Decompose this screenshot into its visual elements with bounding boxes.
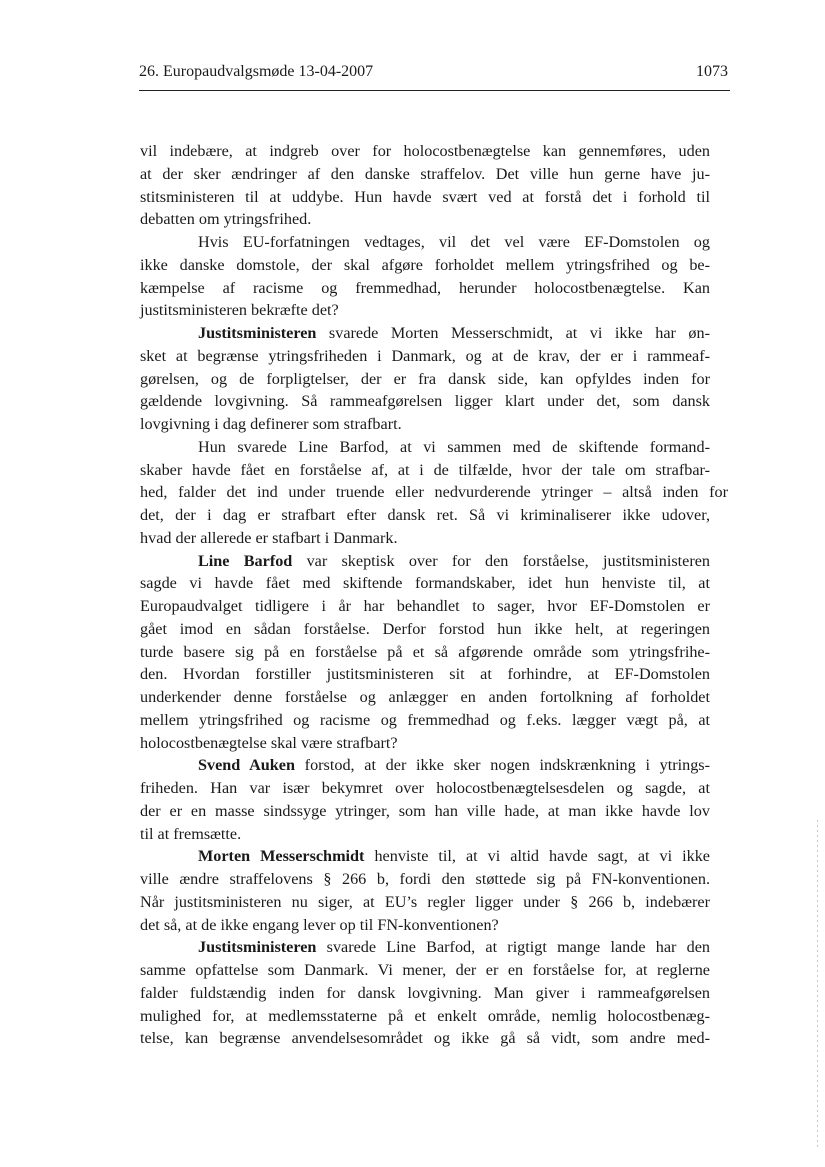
text-line: sagde vi havde fået med skiftende formandskaber, idet hun henviste til, at (140, 574, 710, 593)
text-line: telse, kan begrænse anvendelsesområdet og ikke gå så vidt, som andre med- (140, 1029, 710, 1048)
text-line: friheden. Han var især bekymret over holocostbenægtelsesdelen og sagde, at (140, 779, 710, 797)
text-line: samme opfattelse som Danmark. Vi mener, der er en forståelse for, at reglerne (140, 961, 710, 979)
text-line: mellem ytringsfrihed og racisme og fremmedhad og f.eks. lægger vægt på, at (140, 710, 710, 729)
text-line: gældende lovgivning. Så rammeafgørelsen ligger klart under det, som dansk (140, 392, 710, 411)
text-line (140, 845, 710, 868)
speech-text: svarede Line Barfod, at rigtigt mange lande har den (316, 938, 710, 957)
text-line: Hun svarede Line Barfod, at vi sammen med de skiftende formand- (198, 437, 710, 456)
header-title: 26. Europaudvalgsmøde 13-04-2007 (139, 63, 374, 80)
text-line: hvad der allerede er stafbart i Danmark. (140, 528, 398, 547)
text-line: underkender denne forståelse og anlægger en anden fortolkning af forholdet (140, 688, 710, 706)
text-line: holocostbenægtelse skal være strafbart? (140, 733, 398, 752)
text-line: kæmpelse af racisme og fremmedhad, herunder holocostbenægtelse. Kan (140, 278, 710, 297)
text-line: justitsministeren bekræfte det? (140, 301, 339, 320)
text-line (140, 550, 710, 573)
speaker-name: Svend Auken (198, 756, 295, 775)
scan-edge-mark (817, 820, 818, 1150)
speech-text: var skeptisk over for den forståelse, justitsministeren (292, 551, 710, 570)
text-line: Når justitsministeren nu siger, at EU’s regler ligger under § 266 b, indebærer (140, 892, 710, 911)
speaker-name: Morten Messerschmidt (198, 847, 365, 866)
text-line: debatten om ytringsfrihed. (140, 210, 312, 229)
text-line: skaber havde fået en forståelse af, at i de tilfælde, hvor der tale om strafbar- (140, 460, 710, 479)
text-line: ville ændre straffelovens § 266 b, fordi den støttede sig på FN-konventionen. (140, 870, 710, 888)
page-number: 1073 (696, 63, 728, 80)
text-line: at der sker ændringer af den danske straffelov. Det ville hun gerne have ju- (140, 164, 710, 183)
text-line: turde basere sig på en forståelse på et så afgørende område som ytringsfrihe- (140, 642, 710, 661)
text-line: lovgivning i dag definerer som strafbart. (140, 415, 402, 433)
text-line: mulighed for, at medlemsstaterne på et enkelt område, nemlig holocostbenæg- (140, 1006, 710, 1025)
text-line: ikke danske domstole, der skal afgøre forholdet mellem ytringsfrihed og be- (140, 255, 710, 274)
speech-text: forstod, at der ikke sker nogen indskrænkning i ytrings- (294, 756, 710, 775)
page-header (139, 60, 728, 84)
text-line: sket at begrænse ytringsfriheden i Danmark, og at de krav, der er i rammeaf- (140, 346, 710, 365)
body-text (140, 140, 728, 1050)
speaker-name: Justitsministeren (198, 324, 317, 342)
speech-text: henviste til, at vi altid havde sagt, at vi ikke (364, 847, 710, 866)
text-line: den. Hvordan forstiller justitsministeren sit at forhindre, at EF-Domstolen (140, 665, 710, 684)
header-rule (139, 90, 730, 91)
text-line: gørelsen, og de forpligtelser, der er fra dansk side, kan opfyldes inden for (140, 369, 710, 388)
text-line: hed, falder det ind under truende eller nedvurderende ytringer – altså inden for (140, 483, 728, 502)
text-line (140, 754, 710, 777)
text-line (140, 322, 710, 345)
speech-text: svarede Morten Messerschmidt, at vi ikke har øn- (316, 324, 710, 342)
text-line (140, 936, 710, 959)
text-line: det så, at de ikke engang lever op til FN-konventionen? (140, 915, 499, 934)
speaker-name: Line Barfod (198, 551, 293, 570)
text-line: vil indebære, at indgreb over for holocostbenægtelse kan gennemføres, uden (140, 142, 710, 160)
speaker-name: Justitsministeren (198, 938, 317, 957)
text-line: stitsministeren til at uddybe. Hun havde svært ved at forstå det i forhold til (140, 187, 710, 206)
text-line: Hvis EU-forfatningen vedtages, vil det vel være EF-Domstolen og (198, 233, 710, 251)
text-line: det, der i dag er strafbart efter dansk ret. Så vi kriminaliserer ikke udover, (140, 506, 710, 524)
text-line: til at fremsætte. (140, 824, 242, 843)
text-line: falder fuldstændig inden for dansk lovgivning. Man giver i rammeafgørelsen (140, 983, 710, 1002)
text-line: Europaudvalget tidligere i år har behandlet to sager, hvor EF-Domstolen er (140, 597, 710, 615)
text-line: gået imod en sådan forståelse. Derfor forstod hun ikke helt, at regeringen (140, 619, 710, 638)
text-line: der er en masse sindssyge ytringer, som han ville hade, at man ikke havde lov (140, 801, 710, 820)
